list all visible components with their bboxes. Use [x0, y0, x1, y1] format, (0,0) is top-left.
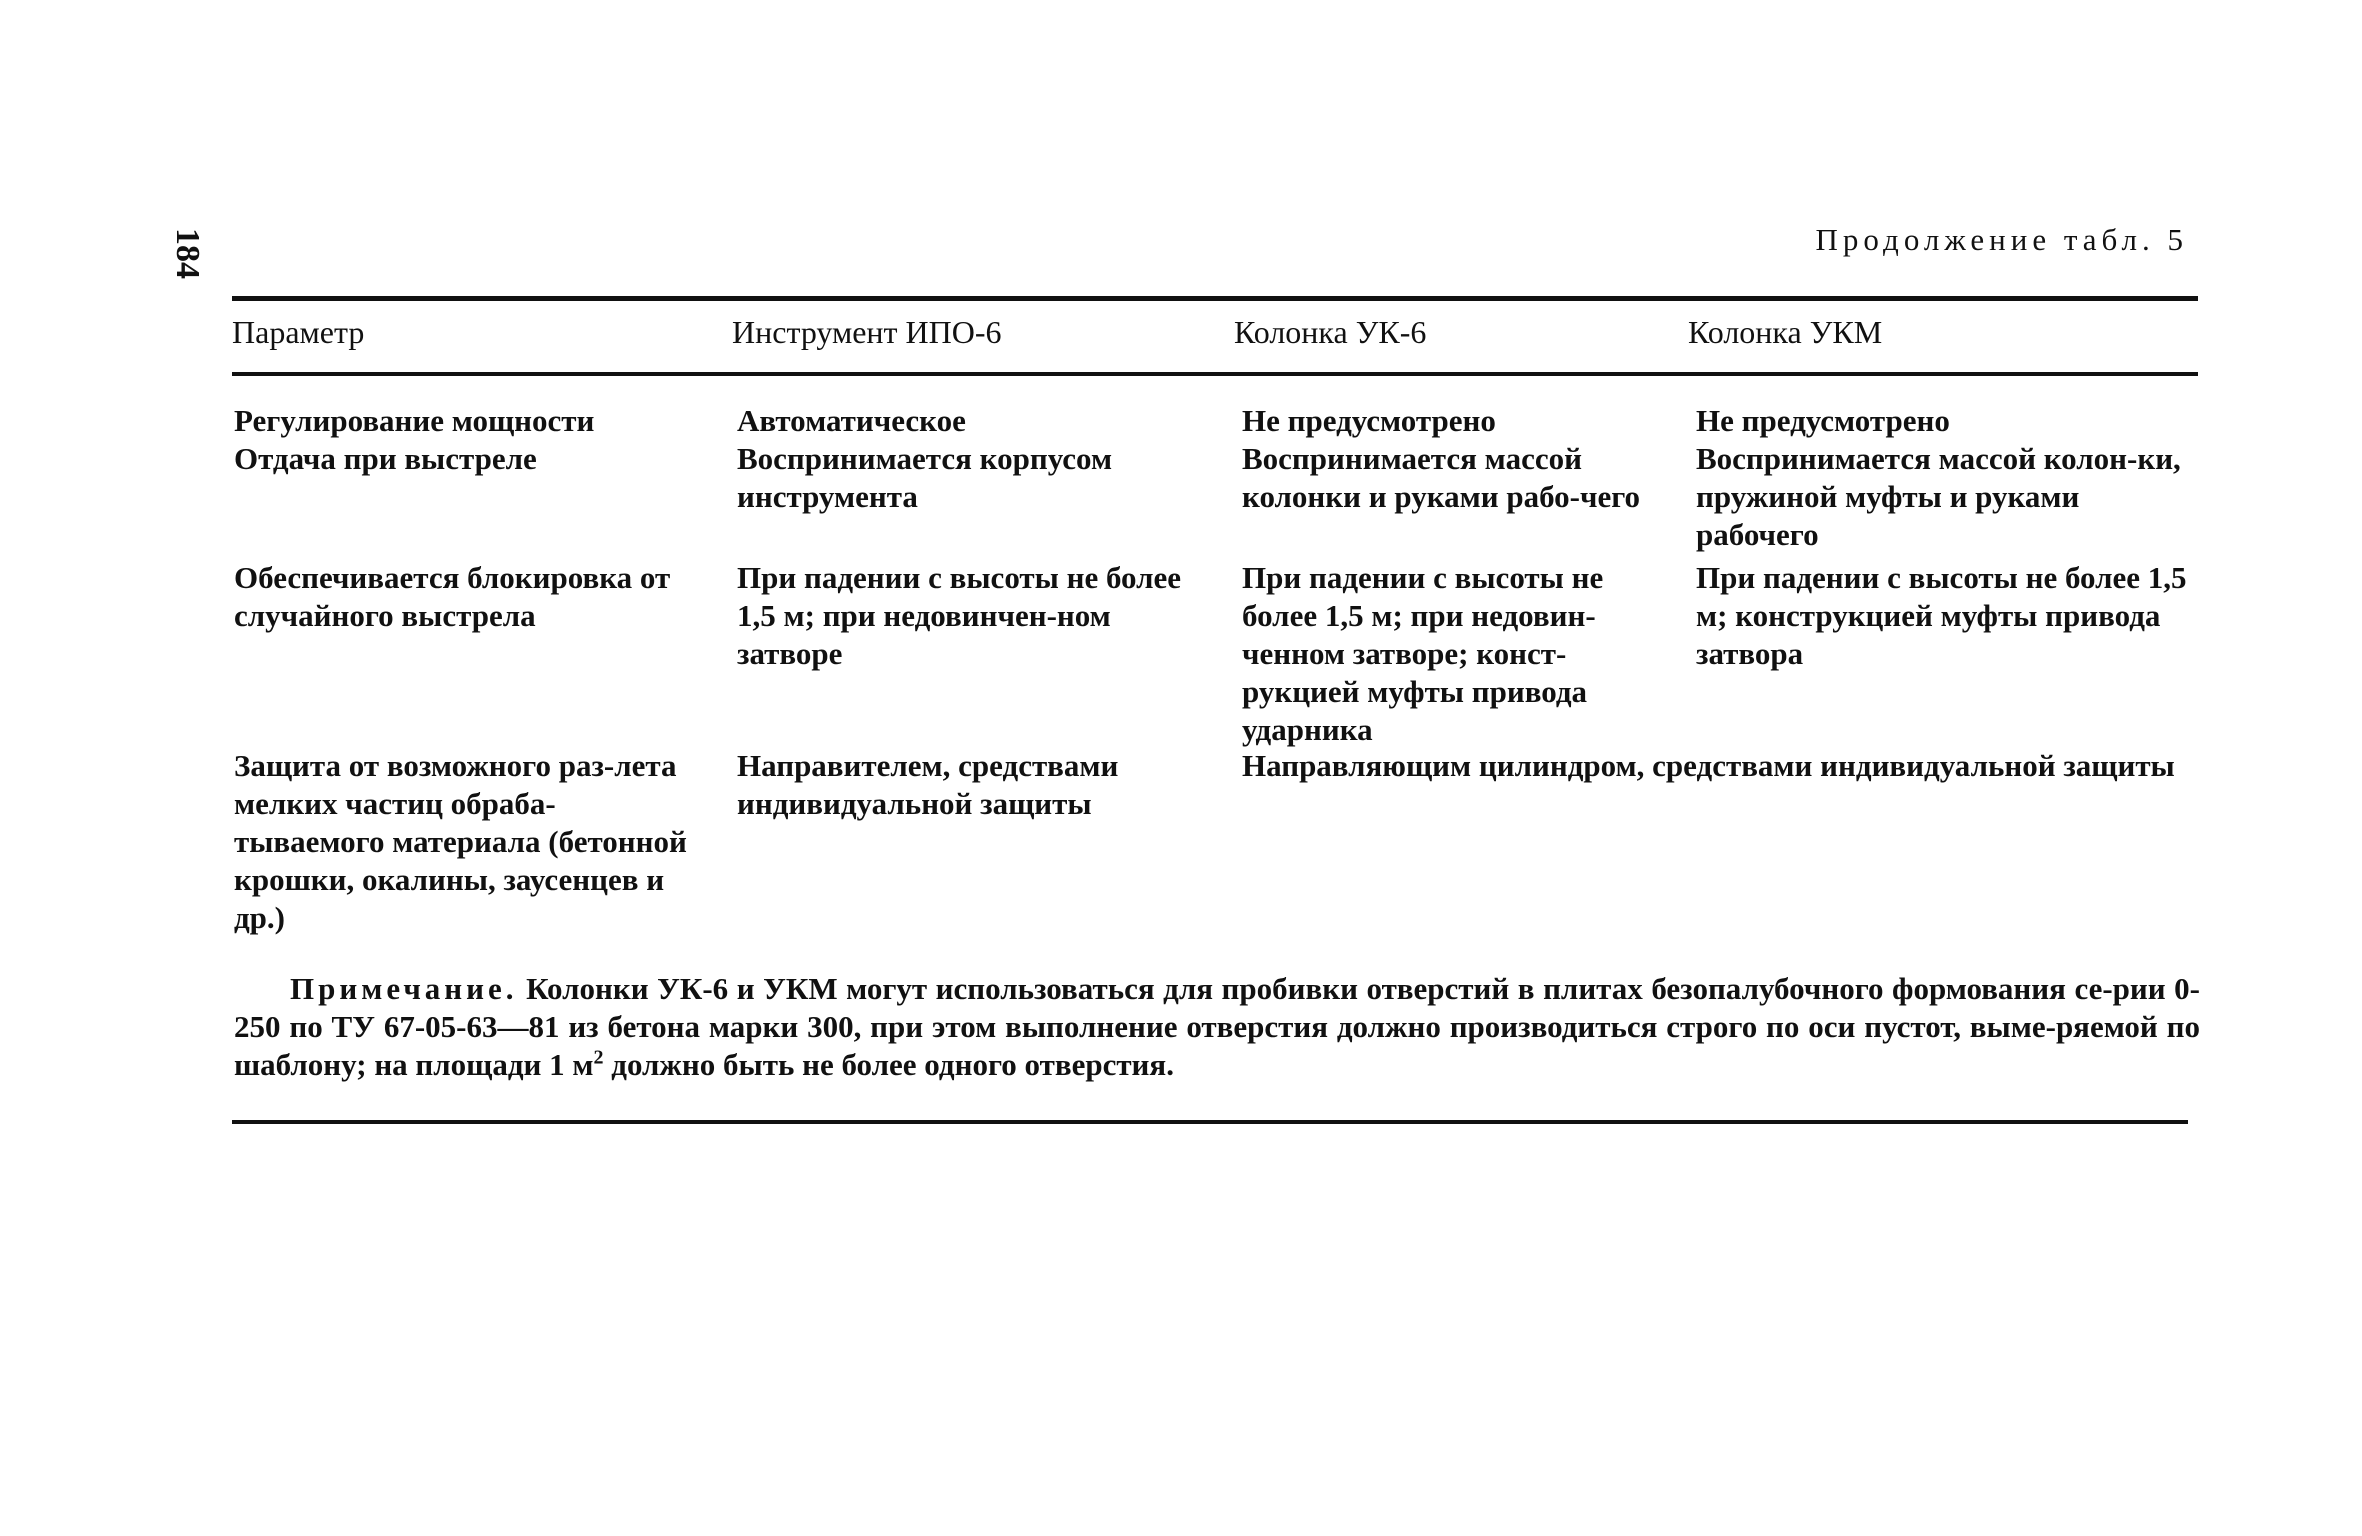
note-superscript: 2: [593, 1046, 604, 1069]
note-text-end: должно быть не более одного отверстия.: [603, 1047, 1174, 1082]
table-cell: Не предусмотрено: [1242, 403, 1496, 438]
table-cell: При падении с высоты не более 1,5 м; при недовинчен-ном затворе: [737, 560, 1182, 671]
table-cell: Автоматическое: [737, 403, 966, 438]
header-uk6: Колонка УК-6: [1234, 314, 1427, 350]
table-cell: Регулирование мощности: [234, 403, 595, 438]
table-cell: Отдача при выстреле: [234, 441, 537, 476]
table-note: [234, 970, 2200, 1084]
table-cell: При падении с высоты не более 1,5 м; конструкцией муфты привода затвора: [1696, 560, 2187, 671]
table-cell: Защита от возможного раз-лета мелких частиц обраба-тываемого материала (бетонной крошки, окалины, заусенцев и др.): [234, 748, 687, 935]
table-top-rule: [232, 296, 2198, 301]
table-bottom-rule: [232, 1120, 2188, 1124]
table-cell: Обеспечивается блокировка от случайного выстрела: [234, 560, 671, 633]
table-continuation-label: Продолжение табл. 5: [1815, 222, 2188, 257]
table-cell: Не предусмотрено: [1696, 403, 1950, 438]
table-cell: Воспринимается корпусом инструмента: [737, 441, 1113, 514]
page-number: 184: [169, 228, 206, 279]
note-label: Примечание.: [290, 971, 518, 1006]
table-cell: При падении с высоты не более 1,5 м; при недовин-ченном затворе; конст-рукцией муфты привода ударника: [1242, 560, 1604, 747]
table-cell: Воспринимается массой колонки и руками рабо-чего: [1242, 441, 1641, 514]
note-text: Колонки УК-6 и УКМ могут использоваться для пробивки отверстий в плитах безопалубочного формования се-рии 0-250 по ТУ 67-05-63—81 из бетона марки 300, при этом выполнение отверстия должно производиться строго по оси пустот, выме-ряемой по шаблону; на площади 1 м: [234, 971, 2200, 1082]
table-cell: Воспринимается массой колон-ки, пружиной муфты и руками рабочего: [1696, 441, 2181, 552]
table-cell-merged: Направляющим цилиндром, средствами индивидуальной защиты: [1242, 748, 2175, 783]
header-ukm: Колонка УКМ: [1688, 314, 1883, 350]
header-parameter: Параметр: [232, 314, 365, 350]
table-header-rule: [232, 372, 2198, 376]
header-ipo6: Инструмент ИПО-6: [732, 314, 1002, 350]
table-cell: Направителем, средствами индивидуальной защиты: [737, 748, 1119, 821]
